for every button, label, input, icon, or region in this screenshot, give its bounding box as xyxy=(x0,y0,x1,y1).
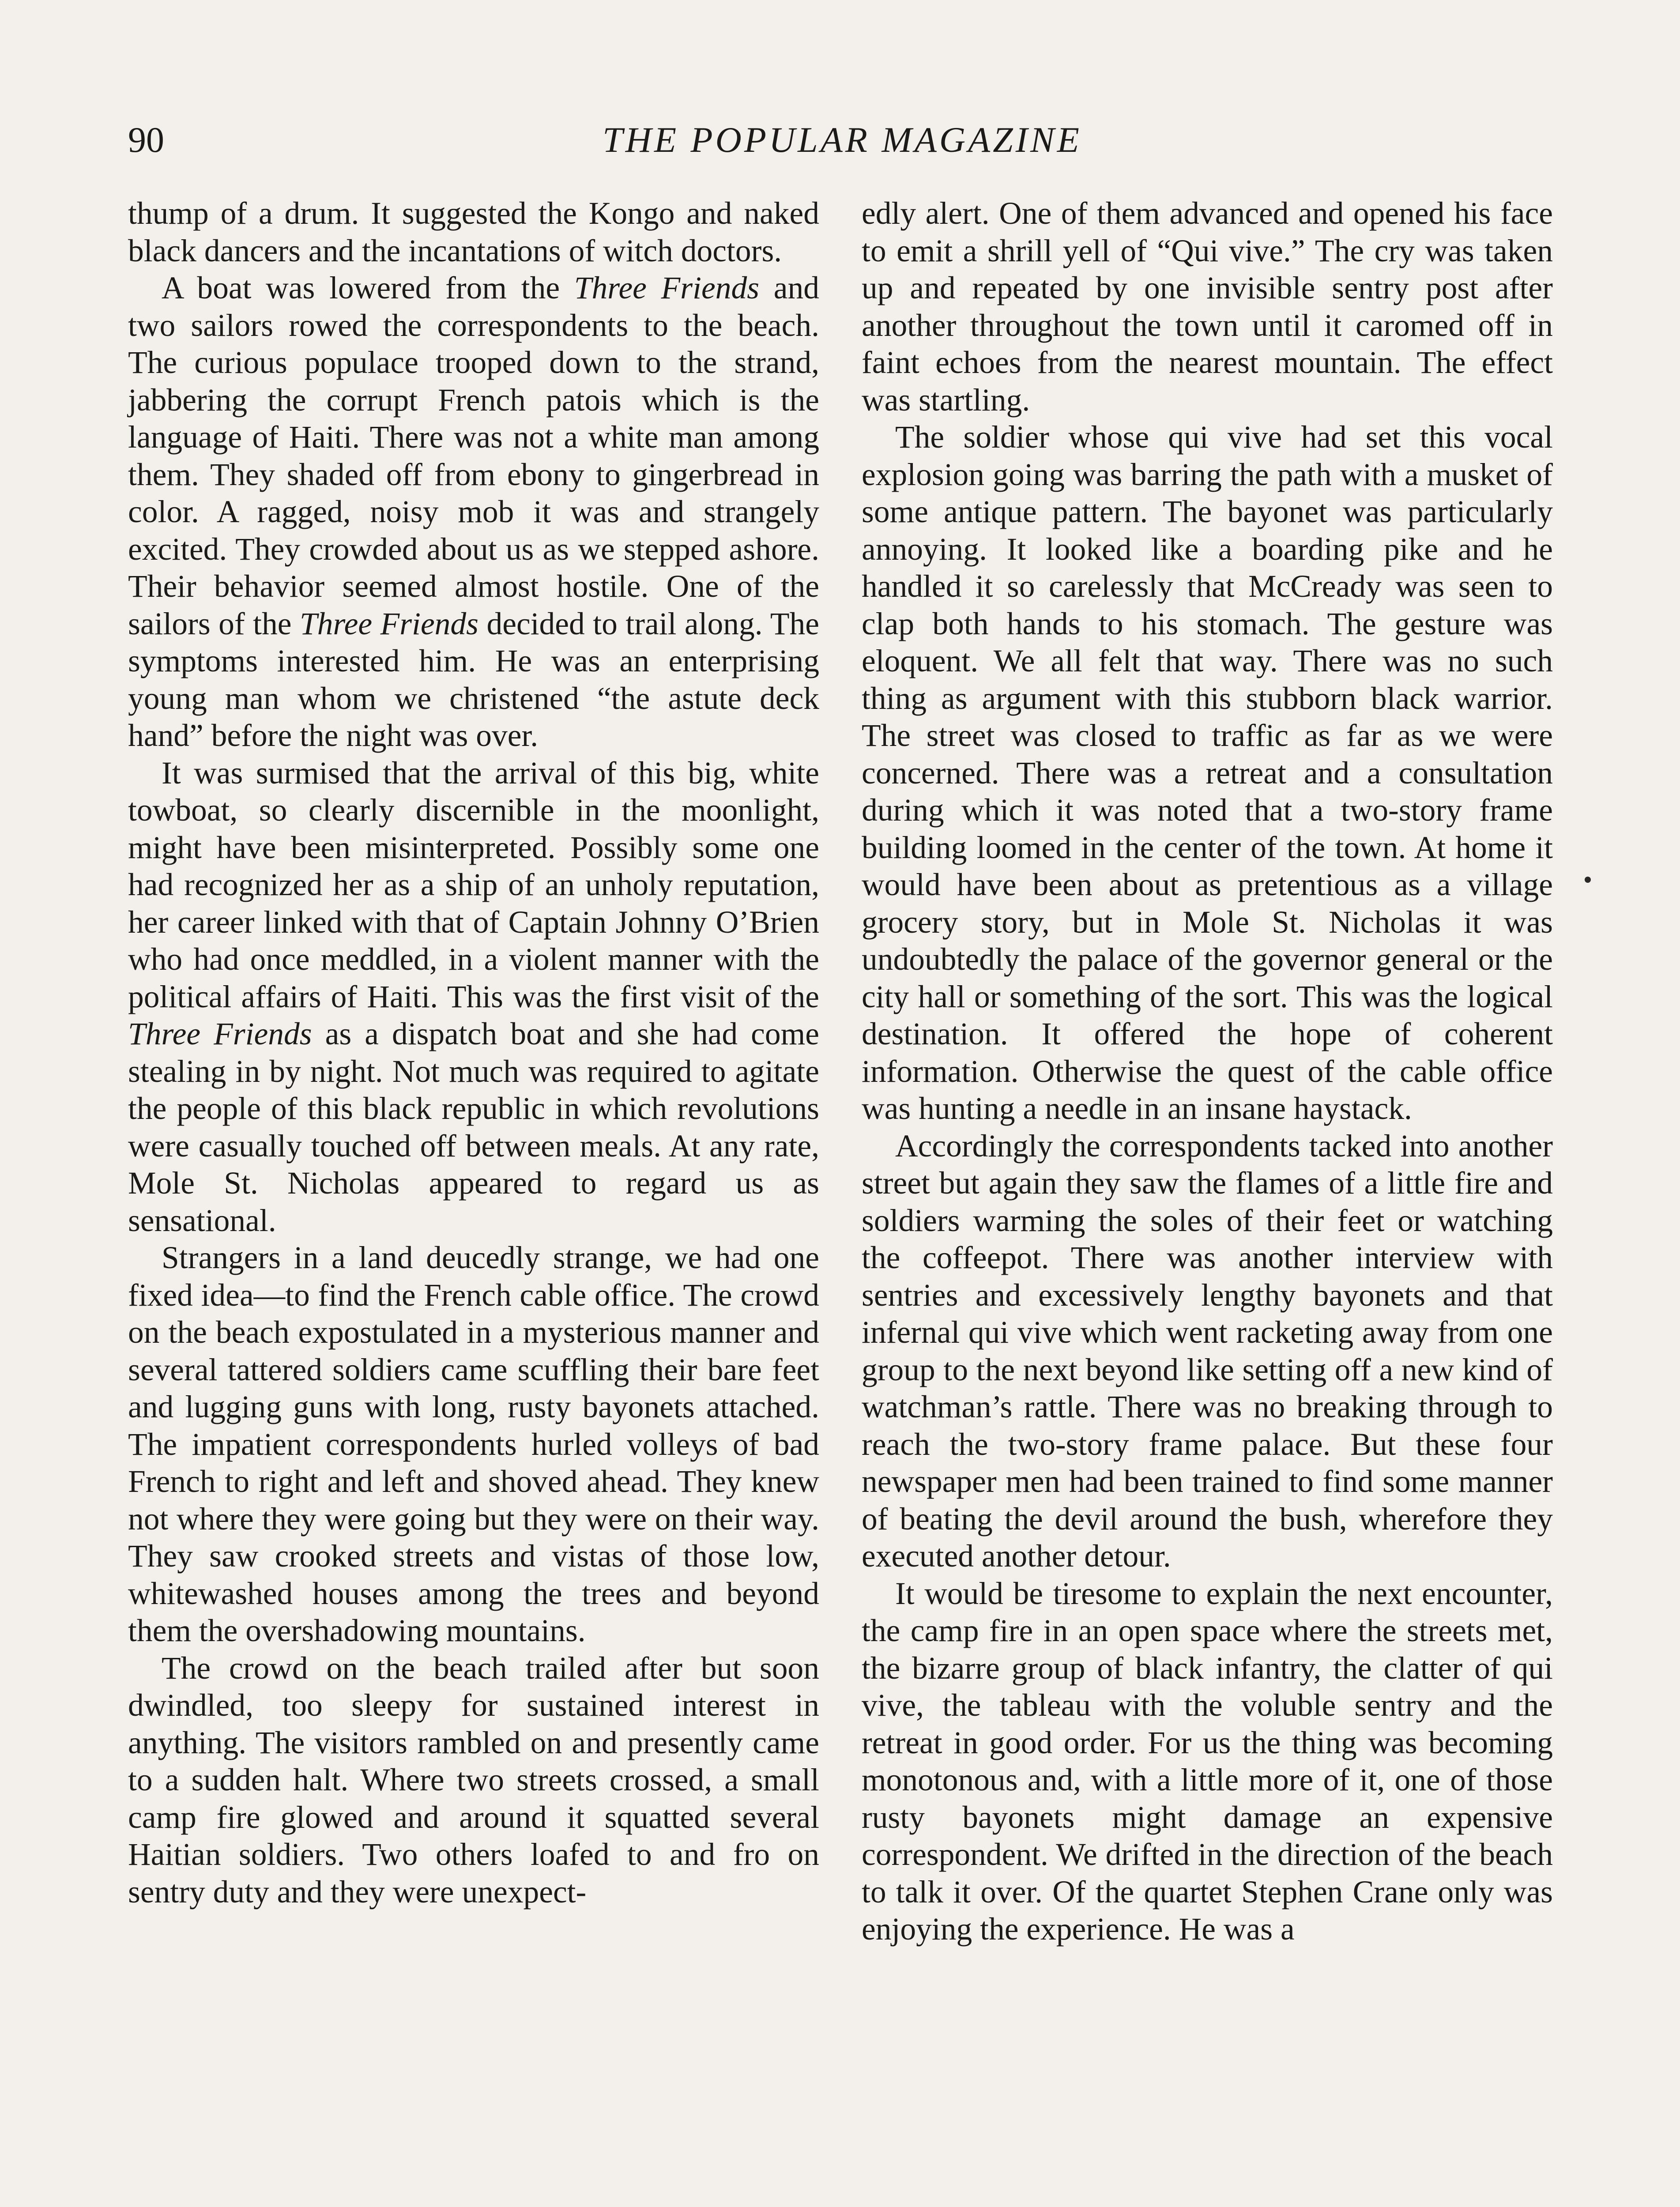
ship-name: Three Friends xyxy=(128,1017,312,1051)
left-column xyxy=(128,195,819,1911)
paragraph: Accordingly the correspondents tacked into another street but again they saw the flames of a little fire and soldiers warming the soles of their feet or watching the coffeepot. There was another interview with sentries and excessively lengthy bayonets and that infernal qui vive which went racketing away from one group to the next beyond like setting off a new kind of watchman’s rattle. There was no breaking through to reach the two-story frame palace. But these four newspaper men had been trained to find some manner of beating the devil around the bush, wherefore they executed another detour. xyxy=(862,1128,1553,1574)
ship-name: Three Friends xyxy=(299,606,479,641)
right-column xyxy=(862,195,1553,1948)
paragraph: edly alert. One of them advanced and opened his face to emit a shrill yell of “Qui vive.” The cry was taken up and repeated by one invisible sentry post after another throughout the town until it caromed off in faint echoes from the nearest mountain. The effect was startling. xyxy=(862,196,1553,418)
margin-dot xyxy=(1585,877,1591,883)
running-title: THE POPULAR MAGAZINE xyxy=(603,120,1082,160)
paragraph: A boat was lowered from the Three Friends and two sailors rowed the correspondents to the beach. The curious populace trooped down to the strand, jabbering the corrupt French patois which is the language of Haiti. There was not a white man among them. They shaded off from ebony to gingerbread in color. A ragged, noisy mob it was and strangely excited. They crowded about us as we stepped ashore. Their behavior seemed almost hostile. One of the sailors of the Three Friends decided to trail along. The symptoms interested him. He was an enterprising young man whom we christened “the astute deck hand” before the night was over. xyxy=(128,271,819,753)
page-number: 90 xyxy=(128,120,164,160)
paragraph: The crowd on the beach trailed after but soon dwindled, too sleepy for sustained interest in anything. The visitors rambled on and presently came to a sudden halt. Where two streets crossed, a small camp fire glowed and around it squatted several Haitian soldiers. Two others loafed to and fro on sentry duty and they were unexpect- xyxy=(128,1650,819,1909)
paragraph: It would be tiresome to explain the next encounter, the camp fire in an open space where the streets met, the bizarre group of black infantry, the clatter of qui vive, the tableau with the voluble sentry and the retreat in good order. For us the thing was becoming monotonous and, with a little more of it, one of those rusty bayonets might damage an expensive correspondent. We drifted in the direction of the beach to talk it over. Of the quartet Stephen Crane only was enjoying the experience. He was a xyxy=(862,1576,1553,1947)
paragraph: thump of a drum. It suggested the Kongo and naked black dancers and the incantations of witch doctors. xyxy=(128,196,819,268)
ship-name: Three Friends xyxy=(574,271,760,305)
paragraph: The soldier whose qui vive had set this vocal explosion going was barring the path with a musket of some antique pattern. The bayonet was particularly annoying. It looked like a boarding pike and he handled it so carelessly that McCready was seen to clap both hands to his stomach. The gesture was eloquent. We all felt that way. There was no such thing as argument with this stubborn black warrior. The street was closed to traffic as far as we were concerned. There was a retreat and a consultation during which it was noted that a two-story frame building loomed in the center of the town. At home it would have been about as pretentious as a village grocery story, but in Mole St. Nicholas it was undoubtedly the palace of the governor general or the city hall or something of the sort. This was the logical destination. It offered the hope of coherent information. Otherwise the quest of the cable office was hunting a needle in an insane haystack. xyxy=(862,420,1553,1126)
paragraph: Strangers in a land deucedly strange, we had one fixed idea—to find the French cable office. The crowd on the beach expostulated in a mysterious manner and several tattered soldiers came scuffling their bare feet and lugging guns with long, rusty bayonets attached. The impatient correspondents hurled volleys of bad French to right and left and shoved ahead. They knew not where they were going but they were on their way. They saw crooked streets and vistas of those low, whitewashed houses among the trees and beyond them the overshadowing mountains. xyxy=(128,1240,819,1648)
page-header xyxy=(128,116,1556,164)
paragraph: It was surmised that the arrival of this big, white towboat, so clearly discernible in the moonlight, might have been misinterpreted. Possibly some one had recognized her as a ship of an unholy reputation, her career linked with that of Captain Johnny O’Brien who had once meddled, in a violent manner with the political affairs of Haiti. This was the first visit of the Three Friends as a dispatch boat and she had come stealing in by night. Not much was required to agitate the people of this black republic in which revolutions were casually touched off between meals. At any rate, Mole St. Nicholas appeared to regard us as sensational. xyxy=(128,755,819,1238)
